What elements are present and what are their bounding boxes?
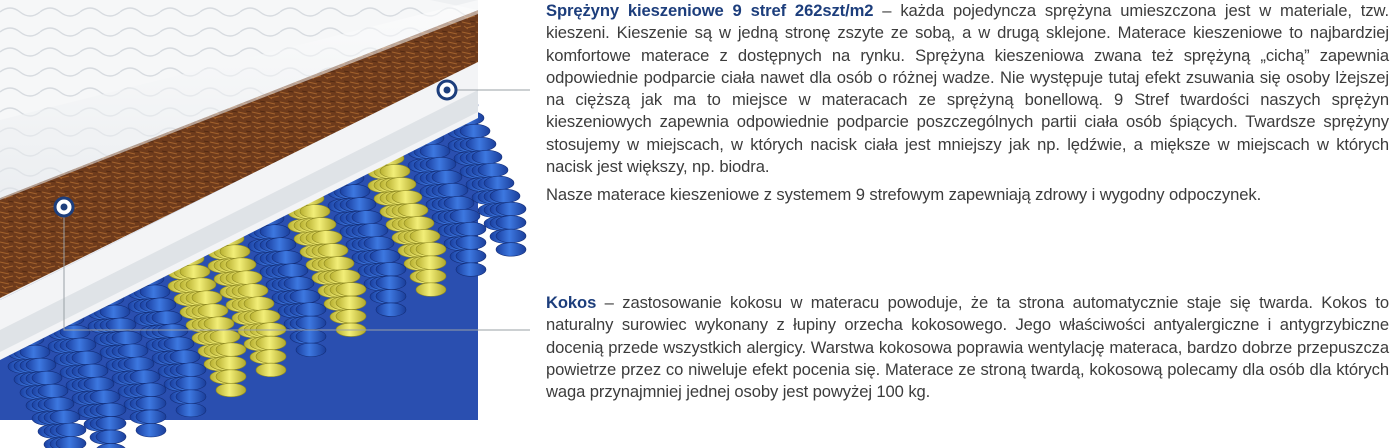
- pocket-springs-closing: Nasze materace kieszeniowe z systemem 9 strefowym zapewniają zdrowy i wygodny odpoczynek.: [546, 185, 1262, 205]
- coconut-body: – zastosowanie kokosu w materacu powoduje, że ta strona automatycznie staje się twarda. Kokos to naturalny surowiec wykonany z łupiny orzecha kokosowego. Jego właściwości antyalergiczne i antygrzybiczne docenią przede wszystkich alergicy. Warstwa kokosowa poprawia wentylację materaca, bardzo dobrze przepuszcza powietrze przez co niweluje efekt pocenia się. Materace ze stroną twardą, kokosową polecamy dla osób dla których waga przynajmniej jednej osoby jest powyżej 100 kg.: [546, 293, 1389, 402]
- mattress-cross-section-illustration: [0, 0, 540, 448]
- pocket-springs-paragraph: [546, 0, 1389, 178]
- pocket-spring-icon: [96, 403, 126, 448]
- coconut-marker-icon: [55, 198, 73, 216]
- coconut-description: [546, 292, 1389, 403]
- coconut-title: Kokos: [546, 293, 597, 312]
- springs-marker-icon: [438, 81, 456, 99]
- pocket-springs-title: Sprężyny kieszeniowe 9 stref 262szt/m2: [546, 1, 874, 20]
- pocket-springs-description: [546, 0, 1389, 207]
- coconut-paragraph: [546, 292, 1389, 403]
- pocket-springs-body: – każda pojedyncza sprężyna umieszczona jest w materiale, tzw. kieszeni. Kieszenie są w jedną stronę zszyte ze sobą, a w drugą sklejone. Materace kieszeniowe to najbardziej komfortowe materace z dostępnych na rynku. Sprężyna kieszeniowa zwana też sprężyną „cichą” zapewnia odpowiednie podparcie ciała nawet dla osób o różnej wadze. Nie występuje tutaj efekt zsuwania się osoby lżejszej na cięższą jak ma to miejsce w materacach ze sprężyną bonellową. 9 Stref twardości naszych sprężyn kieszeniowych zapewnia odpowiednie podparcie poszczególnych partii ciała osób śpiących. Twardsze sprężyny stosujemy w miejscach, w których nacisk ciała jest mniejszy jak np. lędźwie, a miększe w miejscach w których nacisk jest większy, np. biodra.: [546, 1, 1389, 177]
